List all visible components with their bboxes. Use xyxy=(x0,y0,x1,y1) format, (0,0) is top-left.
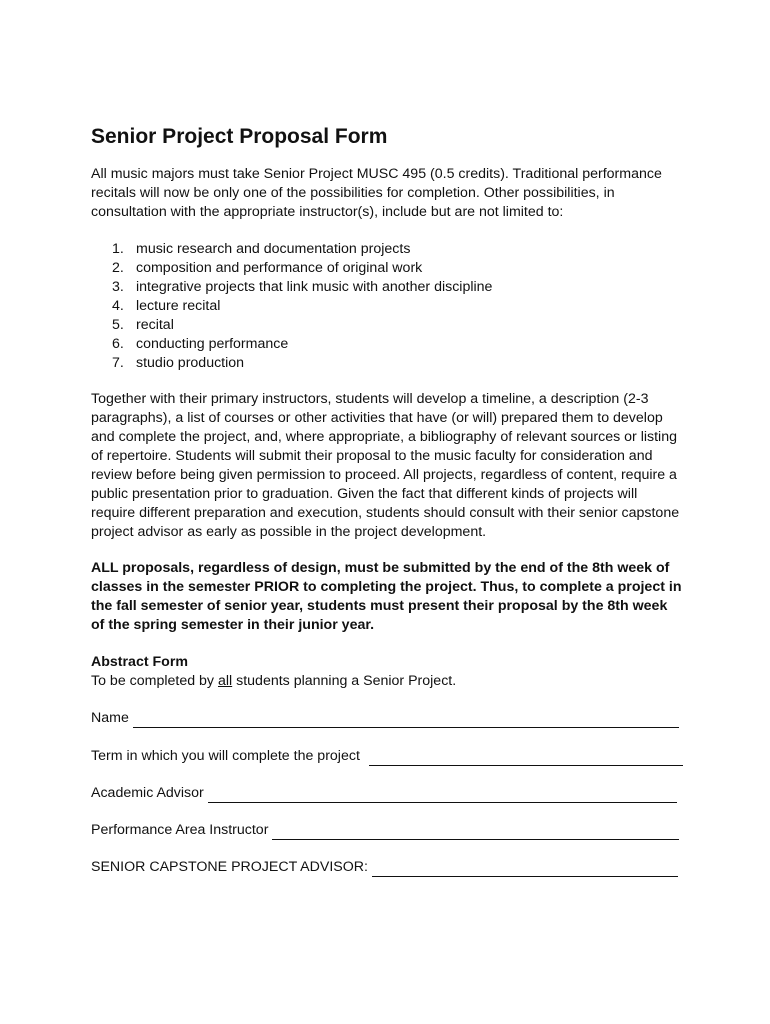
term-field-row xyxy=(91,747,683,766)
list-item-number: 1. xyxy=(112,241,124,257)
abstract-form-heading: Abstract Form xyxy=(91,654,188,670)
name-field-row xyxy=(91,709,683,728)
instructions-text-start: To be completed by xyxy=(91,673,218,689)
academic-advisor-field-row xyxy=(91,784,683,803)
list-item-text: music research and documentation projects xyxy=(136,241,411,257)
term-field-label: Term in which you will complete the project xyxy=(91,748,360,764)
list-item xyxy=(91,354,683,373)
deadline-notice: ALL proposals, regardless of design, must be submitted by the end of the 8th week of classes in the semester PRIOR to completing the project. Thus, to complete a project in the fall semester of senior year, students must present their proposal by the 8th week of the spring semester in their junior year. xyxy=(91,560,682,633)
instructions-underlined-word: all xyxy=(217,673,233,689)
academic-advisor-field-label: Academic Advisor xyxy=(91,785,204,801)
requirements-paragraph: Together with their primary instructors, students will develop a timeline, a description (2-3 paragraphs), a list of courses or other activities that have (or will) prepared them to develop and complete the project, and, where appropriate, a bibliography of relevant sources or listing of repertoire. Students will submit their proposal to the music faculty for consideration and review before being given permission to proceed. All projects, regardless of content, require a public presentation prior to graduation. Given the fact that different kinds of projects will require different preparation and execution, students should consult with their senior capstone project advisor as early as possible in the project development. xyxy=(91,391,680,540)
capstone-advisor-field-line[interactable] xyxy=(372,861,678,877)
list-item-number: 5. xyxy=(112,317,124,333)
list-item xyxy=(91,335,683,354)
list-item-number: 7. xyxy=(112,355,124,371)
form-title: Senior Project Proposal Form xyxy=(91,125,388,148)
list-item-text: lecture recital xyxy=(136,298,221,314)
list-item-number: 2. xyxy=(112,260,124,276)
list-item-text: studio production xyxy=(136,355,245,371)
term-field-line[interactable] xyxy=(369,750,683,766)
list-item-number: 3. xyxy=(112,279,124,295)
list-item xyxy=(91,240,683,259)
list-item xyxy=(91,259,683,278)
academic-advisor-field-line[interactable] xyxy=(208,787,677,803)
list-item-text: integrative projects that link music with another discipline xyxy=(136,279,493,295)
performance-instructor-field-label: Performance Area Instructor xyxy=(91,822,269,838)
list-item xyxy=(91,316,683,335)
document-page xyxy=(91,124,683,877)
list-item-number: 4. xyxy=(112,298,124,314)
list-item xyxy=(91,278,683,297)
performance-instructor-field-row xyxy=(91,821,683,840)
capstone-advisor-field-label: SENIOR CAPSTONE PROJECT ADVISOR: xyxy=(91,859,368,875)
project-options-list xyxy=(91,240,683,373)
list-item-number: 6. xyxy=(112,336,124,352)
intro-paragraph: All music majors must take Senior Project MUSC 495 (0.5 credits). Traditional performance recitals will now be only one of the possibilities for completion. Other possibilities, in consultation with the appropriate instructor(s), include but are not limited to: xyxy=(91,166,662,220)
abstract-form-instructions xyxy=(91,672,683,691)
instructions-text-end: students planning a Senior Project. xyxy=(232,673,457,689)
name-field-label: Name xyxy=(91,710,129,726)
list-item-text: conducting performance xyxy=(136,336,289,352)
list-item-text: recital xyxy=(136,317,174,333)
list-item xyxy=(91,297,683,316)
list-item-text: composition and performance of original work xyxy=(136,260,423,276)
name-field-line[interactable] xyxy=(133,712,679,728)
capstone-advisor-field-row xyxy=(91,858,683,877)
abstract-form-section xyxy=(91,653,683,877)
performance-instructor-field-line[interactable] xyxy=(272,824,679,840)
